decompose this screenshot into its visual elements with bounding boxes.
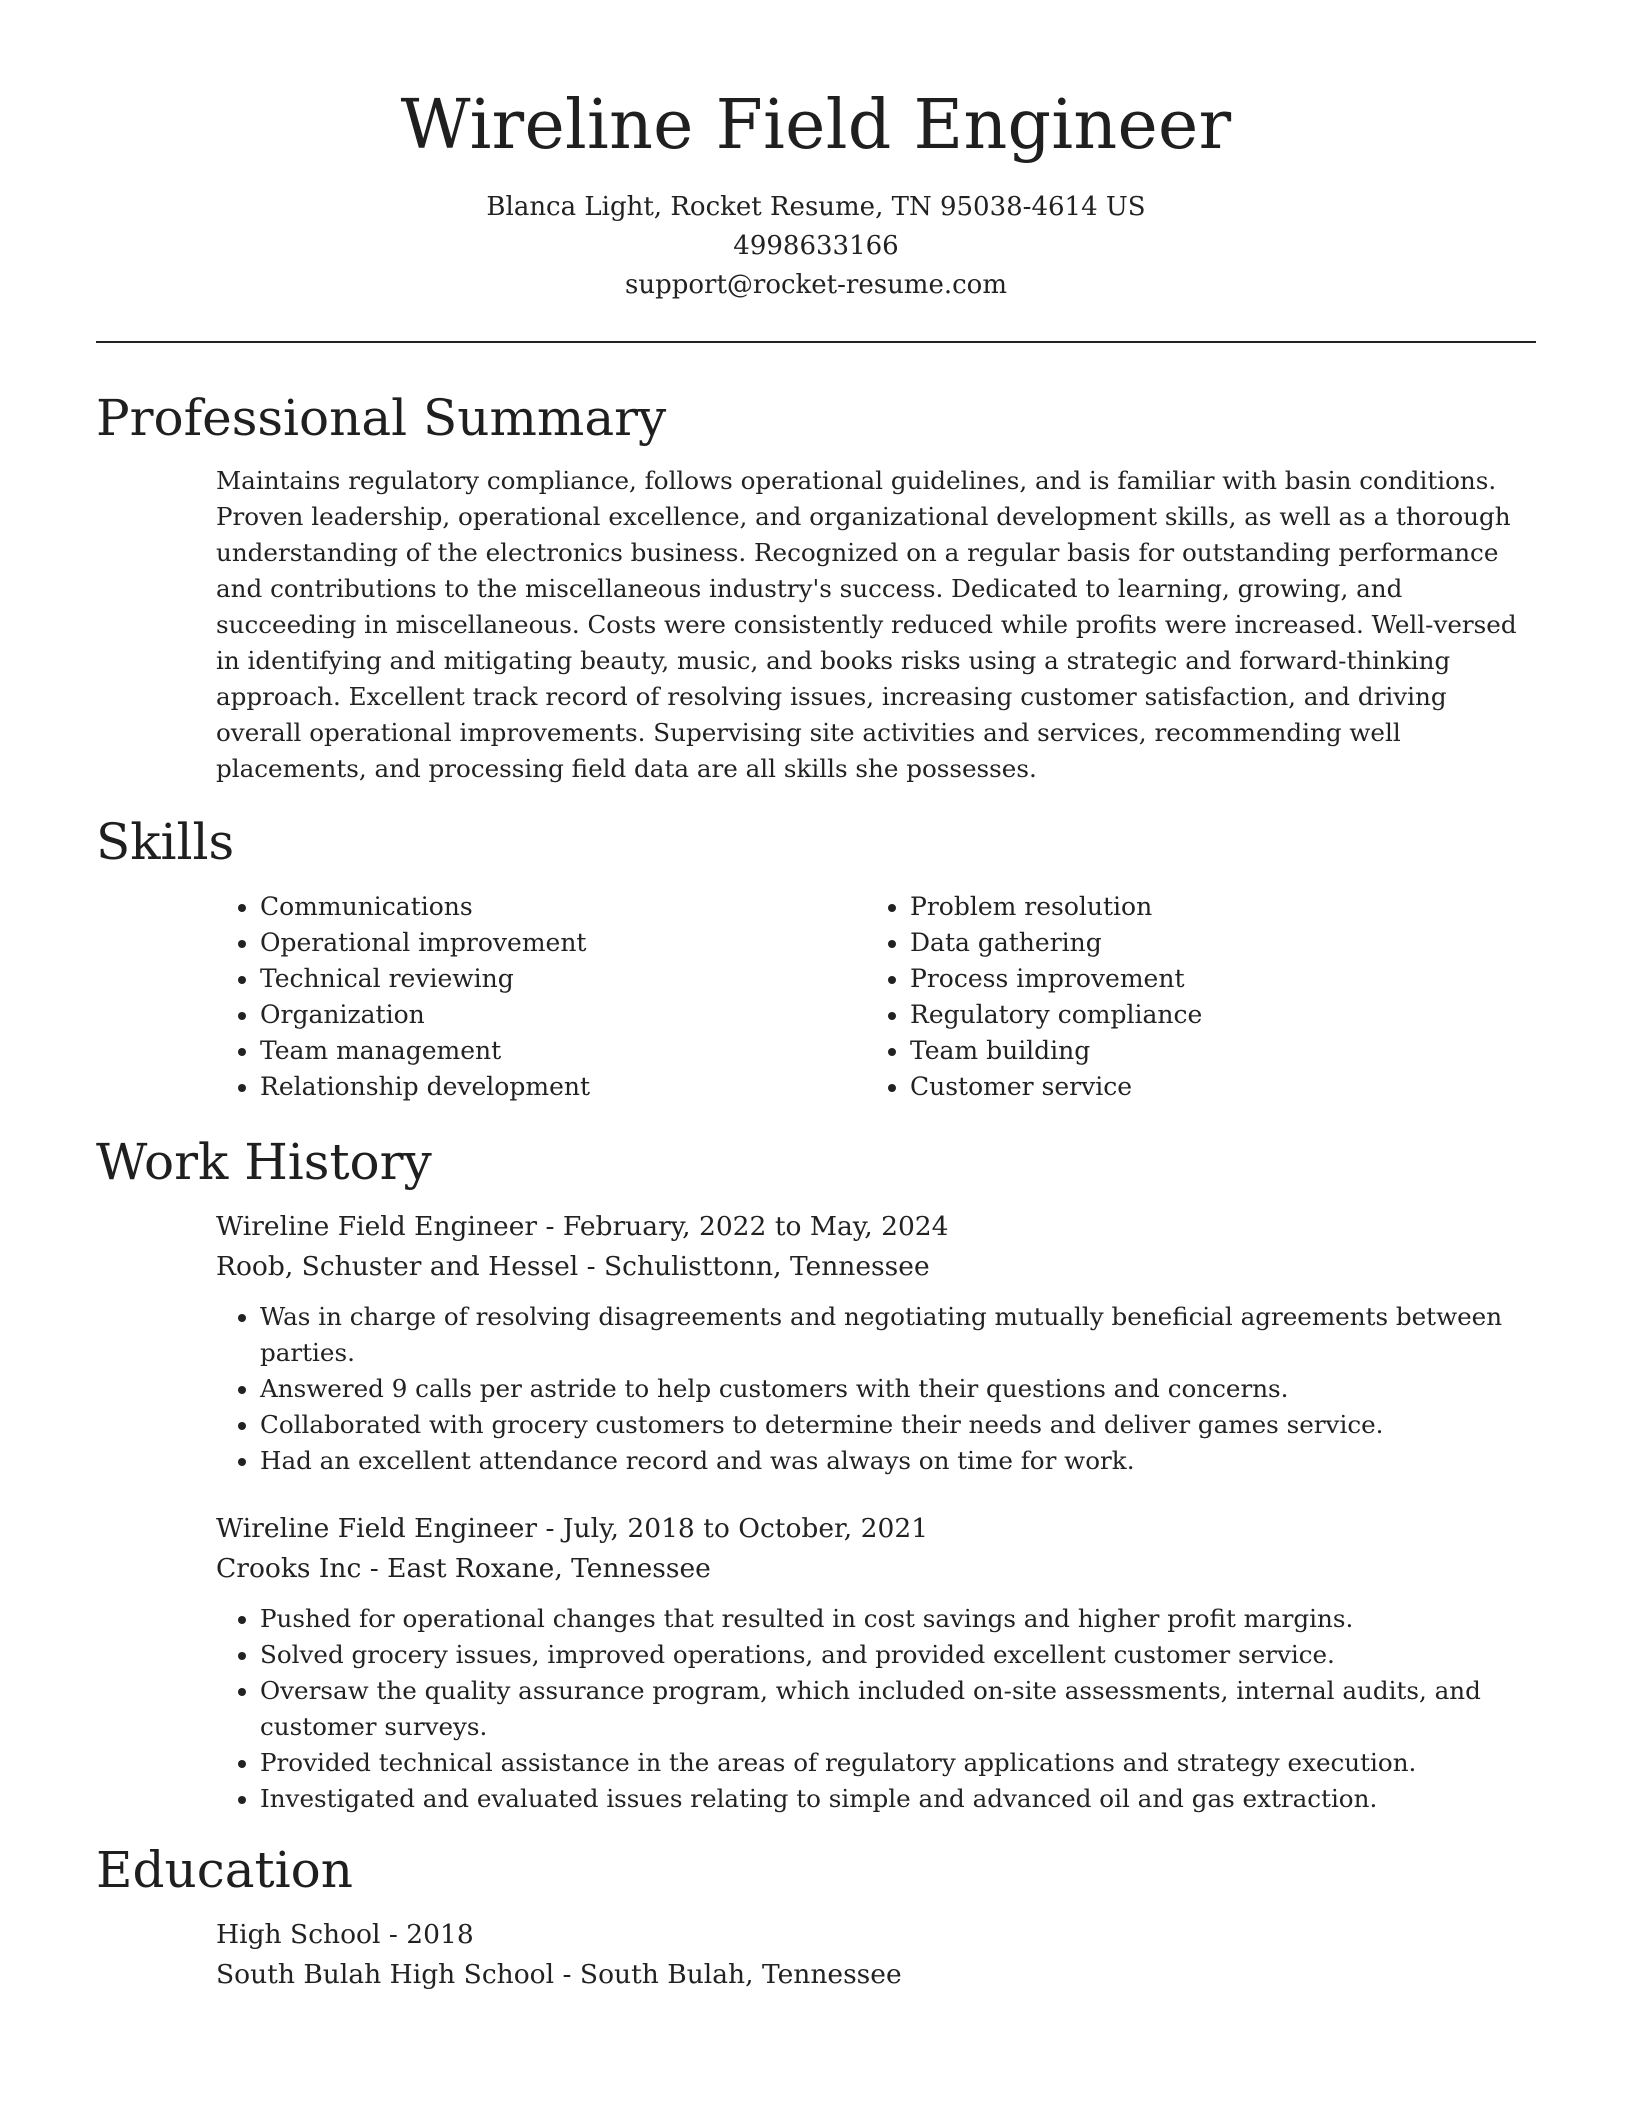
skill-item: • Technical reviewing bbox=[260, 961, 866, 997]
summary-heading: Professional Summary bbox=[96, 389, 667, 447]
job-company-line: Crooks Inc - East Roxane, Tennessee bbox=[216, 1553, 711, 1584]
job-entry bbox=[216, 1207, 1536, 1479]
job-bullet: • Oversaw the quality assurance program, which included on-site assessments, internal audits, and customer surveys. bbox=[260, 1673, 1536, 1745]
contact-address: Blanca Light, Rocket Resume, TN 95038-4614 US bbox=[486, 192, 1146, 222]
job-bullet: • Had an excellent attendance record and was always on time for work. bbox=[260, 1443, 1536, 1479]
job-bullet: • Was in charge of resolving disagreements and negotiating mutually beneficial agreements between parties. bbox=[260, 1299, 1536, 1371]
summary-section bbox=[96, 385, 1536, 787]
job-bullet: • Collaborated with grocery customers to determine their needs and deliver games service. bbox=[260, 1407, 1536, 1443]
education-school-line: South Bulah High School - South Bulah, Tennessee bbox=[216, 1959, 902, 1990]
work-history-section bbox=[96, 1129, 1536, 1817]
job-title-line: Wireline Field Engineer - February, 2022 to May, 2024 bbox=[216, 1211, 949, 1242]
education-degree-line: High School - 2018 bbox=[216, 1919, 474, 1950]
contact-block bbox=[96, 188, 1536, 305]
job-bullet: • Pushed for operational changes that resulted in cost savings and higher profit margins. bbox=[260, 1601, 1536, 1637]
skill-item: • Organization bbox=[260, 997, 866, 1033]
job-bullets bbox=[216, 1299, 1536, 1479]
contact-phone: 4998633166 bbox=[733, 231, 899, 261]
job-entry bbox=[216, 1509, 1536, 1817]
skill-item: • Operational improvement bbox=[260, 925, 866, 961]
skill-item: • Process improvement bbox=[910, 961, 1516, 997]
job-bullet: • Provided technical assistance in the areas of regulatory applications and strategy execution. bbox=[260, 1745, 1536, 1781]
skill-item: • Communications bbox=[260, 889, 866, 925]
job-bullet: • Answered 9 calls per astride to help customers with their questions and concerns. bbox=[260, 1371, 1536, 1407]
resume-page bbox=[96, 0, 1536, 1995]
skill-item: • Customer service bbox=[910, 1069, 1516, 1105]
job-title-line: Wireline Field Engineer - July, 2018 to October, 2021 bbox=[216, 1513, 929, 1544]
summary-text: Maintains regulatory compliance, follows operational guidelines, and is familiar with basin conditions. Proven leadership, operational excellence, and organizational development skills, as well as a thorough understanding of the electronics business. Recognized on a regular basis for outstanding performance and contributions to the miscellaneous industry's success. Dedicated to learning, growing, and succeeding in miscellaneous. Costs were consistently reduced while profits were increased. Well-versed in identifying and mitigating beauty, music, and books risks using a strategic and forward-thinking approach. Excellent track record of resolving issues, increasing customer satisfaction, and driving overall operational improvements. Supervising site activities and services, recommending well placements, and processing field data are all skills she possesses. bbox=[216, 466, 1517, 783]
skill-item: • Relationship development bbox=[260, 1069, 866, 1105]
skills-section bbox=[96, 809, 1536, 1105]
contact-email: support@rocket-resume.com bbox=[624, 270, 1007, 300]
skills-list-left bbox=[216, 889, 866, 1105]
work-history-heading: Work History bbox=[96, 1133, 432, 1191]
job-bullet: • Investigated and evaluated issues relating to simple and advanced oil and gas extraction. bbox=[260, 1781, 1536, 1817]
education-heading: Education bbox=[96, 1841, 353, 1899]
job-bullets bbox=[216, 1601, 1536, 1817]
resume-title: Wireline Field Engineer bbox=[400, 86, 1232, 165]
skill-item: • Data gathering bbox=[910, 925, 1516, 961]
skill-item: • Team management bbox=[260, 1033, 866, 1069]
skills-list-right bbox=[866, 889, 1516, 1105]
skill-item: • Team building bbox=[910, 1033, 1516, 1069]
skill-item: • Regulatory compliance bbox=[910, 997, 1516, 1033]
skills-heading: Skills bbox=[96, 813, 235, 871]
education-section bbox=[96, 1837, 1536, 1995]
job-company-line: Roob, Schuster and Hessel - Schulisttonn, Tennessee bbox=[216, 1251, 930, 1282]
job-bullet: • Solved grocery issues, improved operations, and provided excellent customer service. bbox=[260, 1637, 1536, 1673]
education-entry bbox=[216, 1915, 1536, 1995]
skill-item: • Problem resolution bbox=[910, 889, 1516, 925]
header-divider bbox=[96, 341, 1536, 343]
skills-columns bbox=[216, 889, 1536, 1105]
